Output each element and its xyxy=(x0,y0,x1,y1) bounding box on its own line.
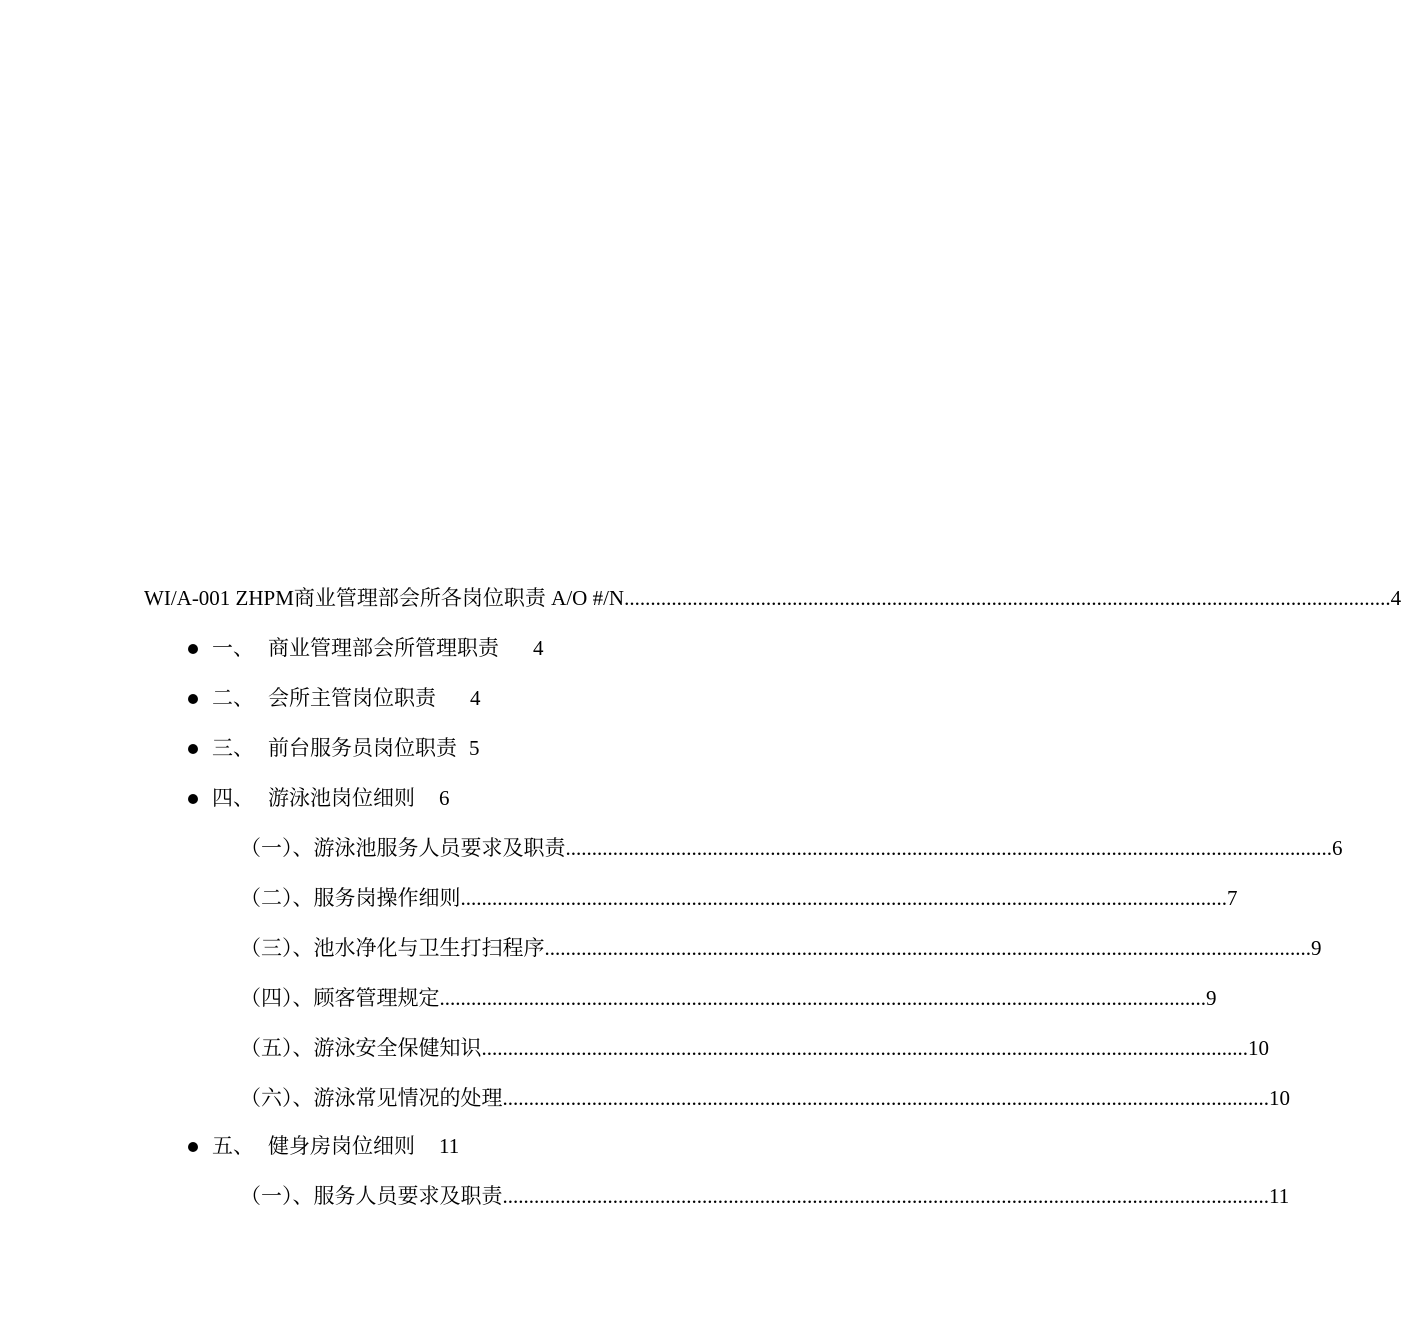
dot-leader: .................................................................................................................................................. xyxy=(624,586,1391,610)
toc-page-number: 4 xyxy=(533,636,544,660)
bullet-icon xyxy=(188,694,198,704)
dot-leader: .................................................................................................................................................. xyxy=(565,836,1332,860)
toc-page-number: 5 xyxy=(469,736,480,760)
bullet-icon xyxy=(188,1142,198,1152)
toc-subsection-title: （一）、服务人员要求及职责 xyxy=(240,1184,503,1208)
toc-entry-title: WI/A-001 ZHPM商业管理部会所各岗位职责 A/O #/N xyxy=(144,586,625,610)
toc-section-title: 会所主管岗位职责 xyxy=(268,686,436,710)
toc-entry-subsection[interactable] xyxy=(240,1028,1269,1068)
toc-subsection-title: （一）、游泳池服务人员要求及职责 xyxy=(240,836,566,860)
toc-entry-subsection[interactable] xyxy=(240,928,1322,968)
toc-page-number: 9 xyxy=(1206,986,1217,1010)
toc-subsection-title: （二）、服务岗操作细则 xyxy=(240,886,461,910)
toc-entry-section[interactable] xyxy=(188,1126,459,1166)
toc-entry-subsection[interactable] xyxy=(240,1176,1290,1216)
toc-subsection-title: （三）、池水净化与卫生打扫程序 xyxy=(240,936,545,960)
toc-entry-section[interactable] xyxy=(188,628,544,668)
toc-entry-section[interactable] xyxy=(188,778,450,818)
dot-leader: .................................................................................................................................................. xyxy=(502,1086,1269,1110)
toc-section-title: 前台服务员岗位职责 xyxy=(268,736,457,760)
toc-section-number: 一、 xyxy=(212,636,254,660)
toc-page-number: 9 xyxy=(1311,936,1322,960)
toc-entry-subsection[interactable] xyxy=(240,1078,1290,1118)
dot-leader: .................................................................................................................................................. xyxy=(460,886,1227,910)
dot-leader: .................................................................................................................................................. xyxy=(502,1184,1269,1208)
toc-section-number: 三、 xyxy=(212,736,254,760)
toc-subsection-title: （五）、游泳安全保健知识 xyxy=(240,1036,482,1060)
dot-leader: .................................................................................................................................................. xyxy=(439,986,1206,1010)
toc-page-number: 11 xyxy=(1269,1184,1290,1208)
toc-page-number: 4 xyxy=(470,686,481,710)
toc-entry-main[interactable] xyxy=(144,578,1401,618)
toc-page-number: 7 xyxy=(1227,886,1238,910)
toc-section-title: 商业管理部会所管理职责 xyxy=(268,636,499,660)
toc-section-number: 四、 xyxy=(212,786,254,810)
dot-leader: .................................................................................................................................................. xyxy=(481,1036,1248,1060)
toc-section-number: 二、 xyxy=(212,686,254,710)
toc-subsection-title: （六）、游泳常见情况的处理 xyxy=(240,1086,503,1110)
toc-section-number: 五、 xyxy=(212,1134,254,1158)
toc-section-title: 游泳池岗位细则 xyxy=(268,786,415,810)
bullet-icon xyxy=(188,794,198,804)
bullet-icon xyxy=(188,644,198,654)
toc-page-number: 11 xyxy=(439,1134,460,1158)
toc-entry-section[interactable] xyxy=(188,678,481,718)
toc-page-number: 10 xyxy=(1269,1086,1290,1110)
toc-entry-subsection[interactable] xyxy=(240,828,1343,868)
toc-entry-section[interactable] xyxy=(188,728,480,768)
toc-page-number: 4 xyxy=(1390,586,1401,610)
toc-entry-subsection[interactable] xyxy=(240,978,1217,1018)
bullet-icon xyxy=(188,744,198,754)
toc-subsection-title: （四）、顾客管理规定 xyxy=(240,986,440,1010)
toc-section-title: 健身房岗位细则 xyxy=(268,1134,415,1158)
dot-leader: .................................................................................................................................................. xyxy=(544,936,1311,960)
toc-page-number: 10 xyxy=(1248,1036,1269,1060)
toc-page-number: 6 xyxy=(1332,836,1343,860)
toc-entry-subsection[interactable] xyxy=(240,878,1238,918)
toc-page-number: 6 xyxy=(439,786,450,810)
